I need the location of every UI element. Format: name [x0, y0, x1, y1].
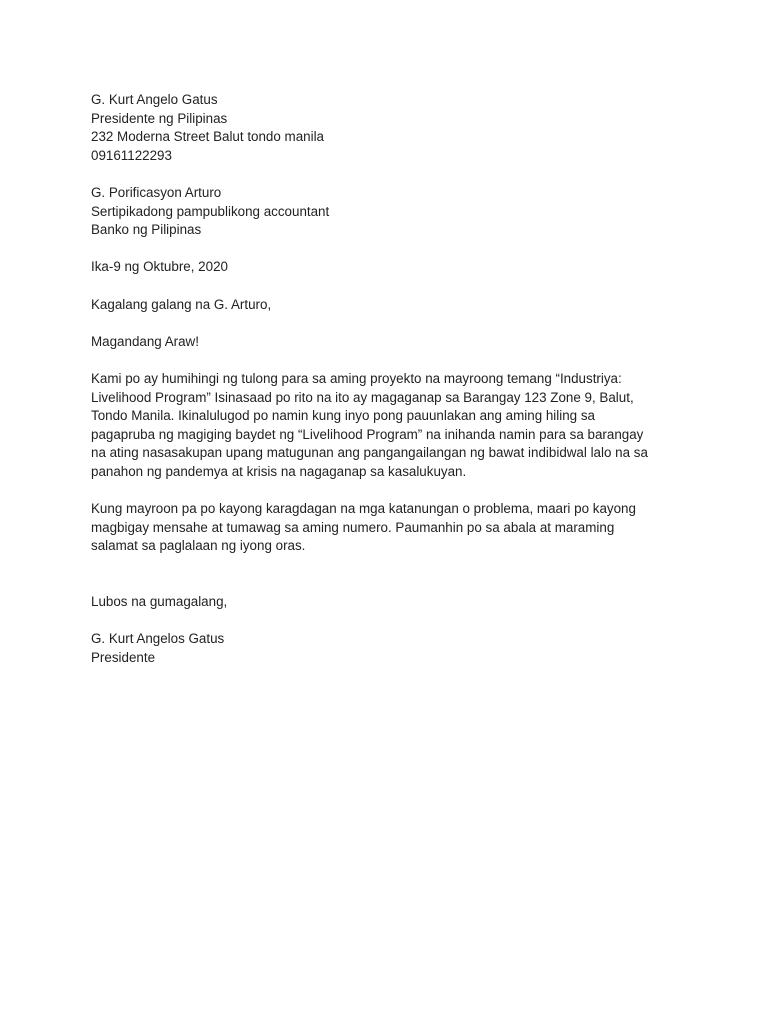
- paragraph-line: Livelihood Program” Isinasaad po rito na ito ay magaganap sa Barangay 123 Zone 9, Balut,: [91, 389, 634, 405]
- salutation: Kagalang galang na G. Arturo,: [91, 296, 272, 312]
- sender-name: G. Kurt Angelo Gatus: [91, 92, 218, 107]
- spacer: [91, 574, 681, 593]
- letter: [91, 91, 681, 686]
- sender-address: 232 Moderna Street Balut tondo manila: [91, 129, 324, 145]
- signature-block: [91, 630, 681, 667]
- signature-name: G. Kurt Angelos Gatus: [91, 631, 225, 647]
- paragraph-line: Tondo Manila. Ikinalulugod po namin kung inyo pong pauunlakan ang aming hiling sa: [91, 408, 595, 424]
- sender-phone: 09161122293: [91, 147, 172, 163]
- paragraph-line: panahon ng pandemya at krisis na nagaganap sa kasalukuyan.: [91, 463, 467, 479]
- body-paragraph-1: [91, 370, 681, 482]
- sender-block: [91, 91, 681, 165]
- paragraph-line: magbigay mensahe at tumawag sa aming numero. Paumanhin po sa abala at maraming: [91, 519, 615, 535]
- greeting: Magandang Araw!: [91, 333, 199, 349]
- letter-date: Ika-9 ng Oktubre, 2020: [91, 259, 228, 275]
- body-paragraph-2: [91, 500, 681, 556]
- recipient-organization: Banko ng Pilipinas: [91, 222, 202, 238]
- sender-title: Presidente ng Pilipinas: [91, 110, 228, 126]
- greeting-block: [91, 333, 681, 352]
- paragraph-line: na ating nasasakupan upang matugunan ang pangangailangan ng bawat indibidwal lalo na sa: [91, 445, 648, 461]
- signature-title: Presidente: [91, 649, 156, 665]
- paragraph-line: pagapruba ng magiging baydet ng “Livelihood Program” na inihanda namin para sa barangay: [91, 426, 644, 442]
- recipient-name: G. Porificasyon Arturo: [91, 184, 222, 200]
- closing: Lubos na gumagalang,: [91, 594, 228, 610]
- paragraph-line: salamat sa paglalaan ng iyong oras.: [91, 538, 306, 554]
- date-block: [91, 258, 681, 277]
- paragraph-line: Kami po ay humihingi ng tulong para sa aming proyekto na mayroong temang “Industriya:: [91, 370, 622, 386]
- paragraph-line: Kung mayroon pa po kayong karagdagan na mga katanungan o problema, maari po kayong: [91, 501, 636, 517]
- closing-block: [91, 593, 681, 612]
- recipient-title: Sertipikadong pampublikong accountant: [91, 203, 330, 219]
- salutation-block: [91, 296, 681, 315]
- recipient-block: [91, 184, 681, 240]
